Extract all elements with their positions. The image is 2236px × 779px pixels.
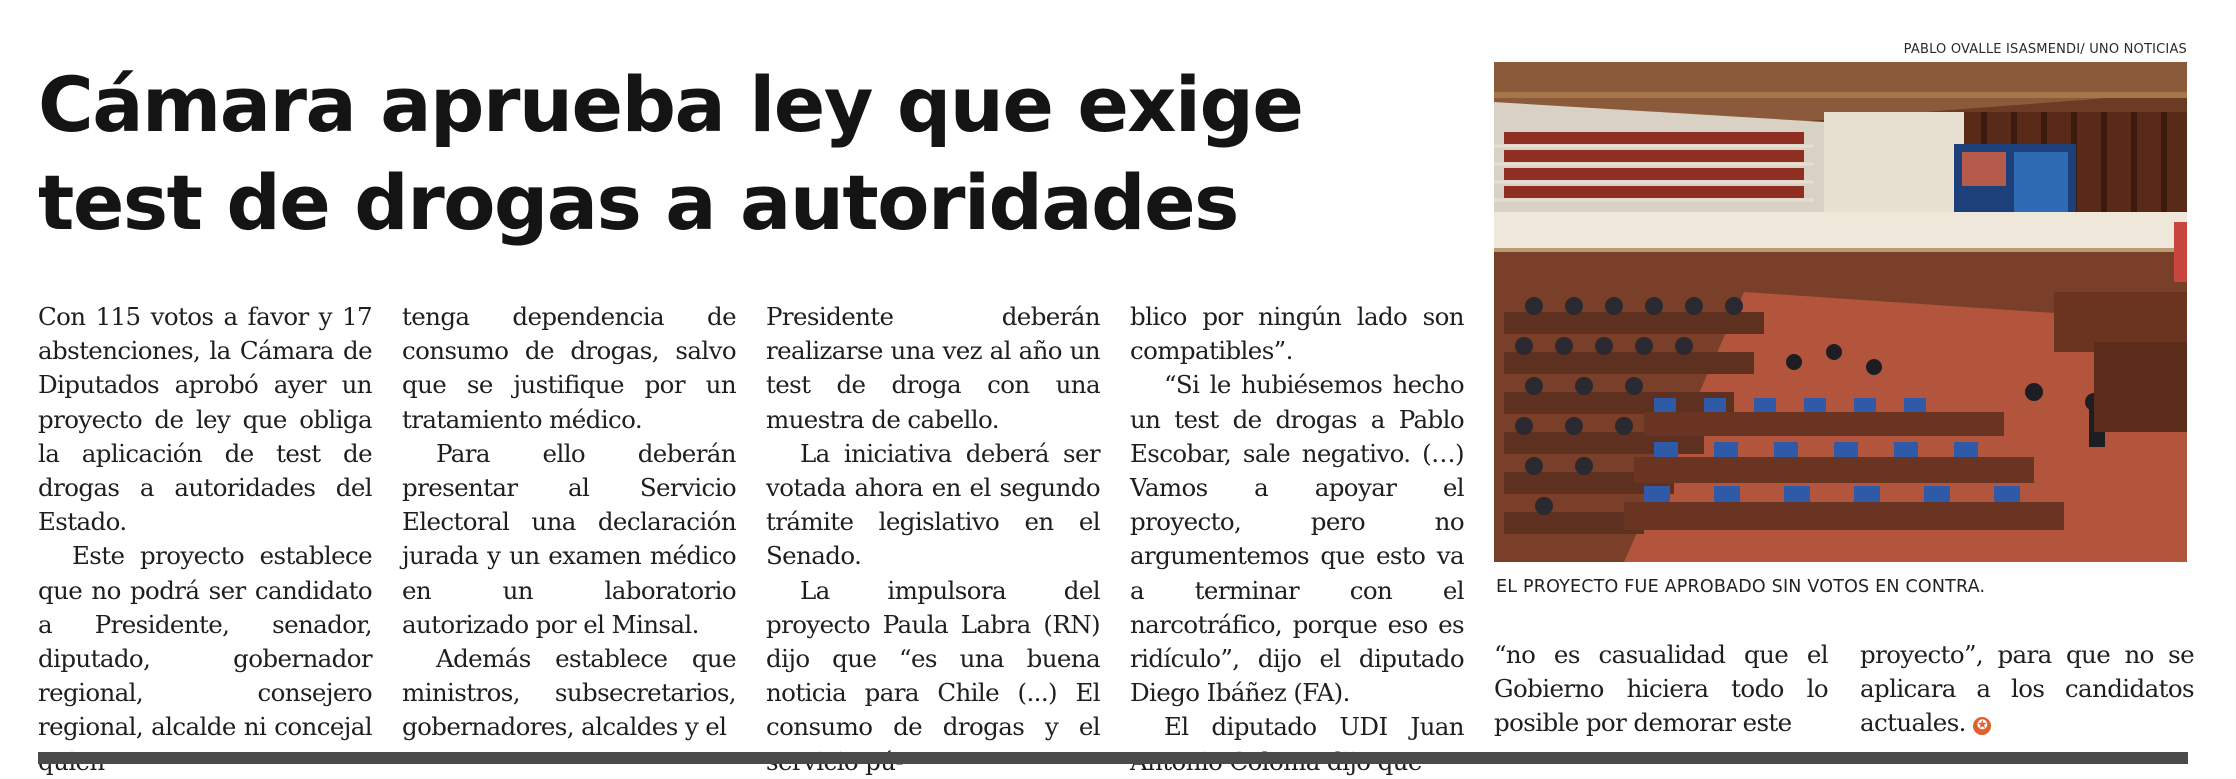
paragraph: La iniciativa deberá ser votada ahora en el segundo trámite legislativo en el Senado. [766,438,1100,571]
paragraph: Este proyecto establece que no podrá ser candidato a Presidente, senador, diputado, gobernador regional, consejero regional, alcalde ni concejal [38,541,372,742]
chamber-photo-illustration [1494,62,2187,562]
paragraph: Además establece que ministros, subsecretarios, gobernadores, alcaldes y el [402,644,736,742]
article-column-2 [402,300,736,745]
paragraph-text: proyecto”, para que no se aplicara a los candidatos actuales. [1860,640,2194,738]
paragraph: Para ello deberán presentar al Servicio Electoral una declaración jurada y un examen médico en un laboratorio autorizado por el Minsal. [402,438,736,639]
headline-line-1: Cámara aprueba ley que exige [38,60,1303,149]
photo-caption: EL PROYECTO FUE APROBADO SIN VOTOS EN CONTRA. [1496,577,1986,597]
headline-line-2: test de drogas a autoridades [38,158,1238,247]
photo-credit: PABLO OVALLE ISASMENDI/ UNO NOTICIAS [1903,42,2187,57]
paragraph: Presidente deberán realizarse una vez al año un test de droga con una muestra de cabello. [766,302,1100,434]
article-column-3 [766,300,1100,779]
article-column-6 [1860,638,2194,741]
paragraph: “Si le hubiésemos hecho un test de drogas a Pablo Escobar, sale negativo. (…) Vamos a apoyar el proyecto, pero no argumentemos que esto va a terminar con el narcotráfico, porque eso es ridículo”, dijo el diputado Diego Ibáñez (FA). [1130,370,1464,708]
paragraph: La impulsora del proyecto Paula Labra (RN) dijo que “es una buena noticia para Chile (...) El consumo de drogas y el [766,575,1100,742]
bottom-rule [38,752,2188,764]
article-headline [38,56,1458,252]
paragraph: Con 115 votos a favor y 17 abstenciones, la Cámara de Diputados aprobó ayer un proyecto de ley que obliga la aplicación de test de drogas a autoridades del Estado. [38,302,372,537]
paragraph [1860,638,2194,741]
paragraph: blico por ningún lado son compatibles”. [1130,302,1464,366]
article-column-4 [1130,300,1464,779]
article-column-5 [1494,638,1828,741]
article-column-1 [38,300,372,779]
paragraph: El diputado UDI Juan [1164,712,1464,742]
chamber-photo [1494,62,2187,562]
paragraph: tenga dependencia de consumo de drogas, salvo que se justifique por un tratamiento médico. [402,302,736,434]
paragraph: “no es casualidad que el Gobierno hiciera todo lo posible por demorar este [1494,640,1828,738]
end-of-article-icon: ✪ [1973,717,1991,735]
